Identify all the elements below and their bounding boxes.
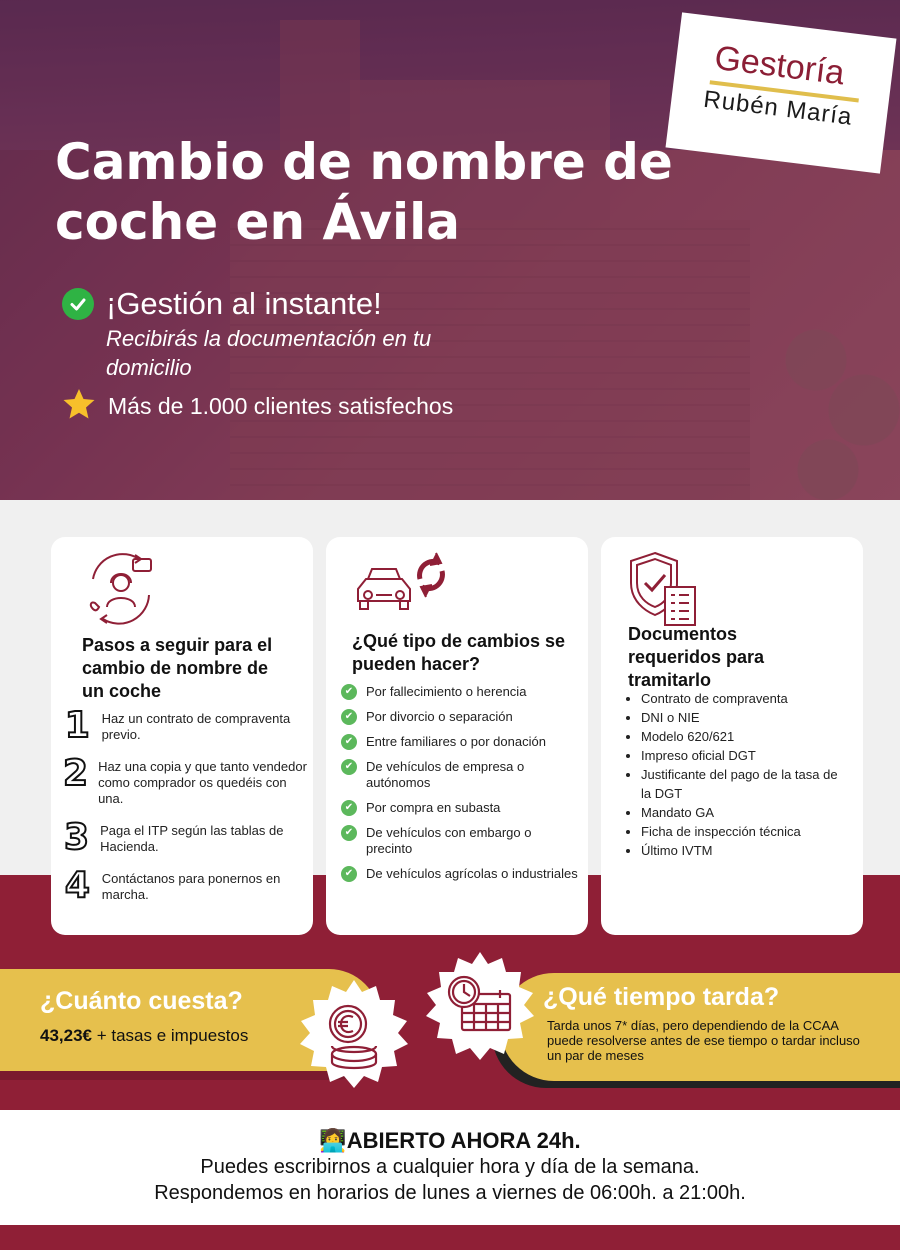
price-extra: + tasas e impuestos (92, 1026, 249, 1045)
step-text: Paga el ITP según las tablas de Hacienda. (100, 823, 284, 854)
change-types-list (341, 684, 581, 891)
step-text: Haz un contrato de compraventa previo. (101, 711, 291, 742)
star-icon (62, 388, 96, 425)
list-item: ✔ Por divorcio o separación (341, 709, 581, 725)
steps-title: Pasos a seguir para el cambio de nombre de un coche (82, 635, 273, 701)
documents-list (641, 689, 851, 860)
list-item: • Ficha de inspección técnica (641, 822, 851, 841)
feature-clients-label: Más de 1.000 clientes satisfechos (108, 393, 454, 419)
steps-list (63, 705, 308, 917)
clock-calendar-icon (422, 950, 538, 1066)
page-title: Cambio de nombre de coche en Ávila (55, 133, 673, 251)
list-item: ✔ De vehículos con embargo o precinto (341, 825, 581, 857)
time-heading: ¿Qué tiempo tarda? (543, 983, 780, 1011)
list-item: ✔ Entre familiares o por donación (341, 734, 581, 750)
coins-euro-icon (296, 978, 412, 1094)
feature-instant-subtext: Recibirás la documentación en tu domicilio (106, 326, 432, 380)
list-item: • Modelo 620/621 (641, 727, 851, 746)
step-item (63, 817, 308, 858)
list-item: • Contrato de compraventa (641, 689, 851, 708)
car-exchange-icon (350, 549, 445, 624)
footer-line2: Respondemos en horarios de lunes a viernes de 06:00h. a 21:00h. (154, 1182, 746, 1204)
check-icon: ✔ (341, 866, 357, 882)
check-icon: ✔ (341, 759, 357, 775)
time-text: Tarda unos 7* días, pero dependiendo de la CCAA puede resolverse antes de ese tiempo o tardar incluso un par de meses (547, 1018, 860, 1063)
feature-instant-label: ¡Gestión al instante! (106, 286, 382, 321)
check-icon: ✔ (341, 684, 357, 700)
list-item: • DNI o NIE (641, 708, 851, 727)
steps-card (51, 537, 313, 935)
check-icon: ✔ (341, 800, 357, 816)
step-item (63, 753, 308, 807)
call-center-agent-icon (81, 549, 161, 634)
shield-document-icon (627, 549, 702, 634)
step-number: 1 (64, 705, 90, 746)
price-heading: ¿Cuánto cuesta? (40, 987, 243, 1015)
list-item: ✔ Por compra en subasta (341, 800, 581, 816)
list-item: • Mandato GA (641, 803, 851, 822)
footer (0, 1110, 900, 1225)
change-types-card (326, 537, 588, 935)
list-item: • Impreso oficial DGT (641, 746, 851, 765)
footer-heading-label: ABIERTO AHORA 24h. (346, 1128, 581, 1153)
list-item: ✔ De vehículos agrícolas o industriales (341, 866, 581, 882)
step-number: 2 (63, 753, 89, 794)
step-item (63, 865, 308, 906)
logo-line1: Gestoría (712, 38, 847, 93)
footer-line1: Puedes escribirnos a cualquier hora y día de la semana. (200, 1156, 700, 1178)
check-icon: ✔ (341, 709, 357, 725)
time-pill (500, 973, 900, 1081)
documents-card (601, 537, 863, 935)
list-item: • Último IVTM (641, 841, 851, 860)
step-text: Haz una copia y que tanto vendedor como comprador os quedéis con una. (98, 759, 307, 806)
gestoria-logo (669, 16, 893, 171)
list-item: • Justificante del pago de la tasa de la DGT (641, 765, 851, 803)
change-types-title: ¿Qué tipo de cambios se pueden hacer? (352, 631, 566, 674)
feature-instant (62, 286, 382, 322)
logo-line2: Rubén María (702, 85, 854, 131)
assistant-emoji-icon: 👩‍💻 (319, 1128, 347, 1153)
feature-clients (62, 388, 453, 425)
documents-title: Documentos requeridos para tramitarlo (628, 624, 765, 690)
check-icon: ✔ (341, 734, 357, 750)
step-item (63, 705, 308, 746)
list-item: ✔ Por fallecimiento o herencia (341, 684, 581, 700)
bottom-bar (0, 1225, 900, 1250)
check-icon: ✔ (341, 825, 357, 841)
check-circle-icon (62, 288, 94, 320)
price-amount: 43,23€ (40, 1026, 92, 1045)
step-number: 3 (64, 817, 90, 858)
price-value (40, 1026, 248, 1046)
step-text: Contáctanos para ponernos en marcha. (101, 871, 281, 902)
footer-heading (0, 1128, 900, 1154)
list-item: ✔ De vehículos de empresa o autónomos (341, 759, 581, 791)
step-number: 4 (64, 865, 90, 906)
